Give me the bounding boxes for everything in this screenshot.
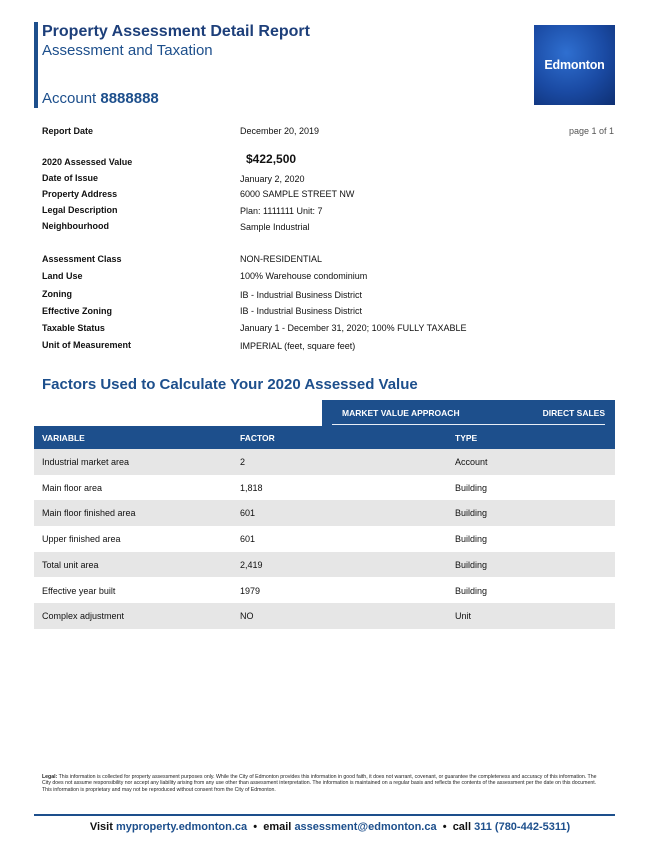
cell-type: Building — [455, 559, 488, 570]
cell-type: Building — [455, 508, 488, 519]
date-of-issue-value: January 2, 2020 — [240, 174, 305, 184]
land-use-label: Land Use — [42, 271, 83, 281]
method-label: DIRECT SALES — [542, 408, 605, 418]
report-subtitle: Assessment and Taxation — [42, 42, 213, 59]
assessment-class-label: Assessment Class — [42, 254, 122, 264]
unit-of-measurement-value: IMPERIAL (feet, square feet) — [240, 341, 356, 351]
cell-variable: Total unit area — [42, 559, 99, 570]
table-row — [34, 578, 615, 604]
column-header-variable: VARIABLE — [42, 433, 85, 443]
legal-text: This information is collected for property assessment purposes only. While the City of Edmonton provides this information in good faith, it does not warrant, covenant, or guarantee the completeness and accuracy of this information. The City does not assume responsibility nor accept any liability arising from any use other than assessment interpretation. The information is maintained on a regular basis and reflects the contents of the assessment per the date on this document. This information is proprietary and may not be reproduced without consent from the City of Edmonton. — [42, 774, 597, 793]
taxable-status-label: Taxable Status — [42, 323, 105, 333]
effective-zoning-value: IB - Industrial Business District — [240, 306, 363, 316]
table-row — [34, 526, 615, 552]
land-use-value: 100% Warehouse condominium — [240, 271, 368, 281]
assessed-value-label: 2020 Assessed Value — [42, 157, 133, 167]
factors-heading: Factors Used to Calculate Your 2020 Assessed Value — [42, 376, 418, 393]
cell-type: Building — [455, 585, 488, 596]
title-accent-bar — [34, 22, 38, 108]
cell-variable: Main floor finished area — [42, 508, 136, 519]
account-number — [42, 90, 159, 107]
cell-factor: 1979 — [240, 585, 261, 596]
table-row — [34, 552, 615, 578]
website-link[interactable]: myproperty.edmonton.ca — [115, 821, 248, 833]
legal-label: Legal: — [42, 774, 58, 780]
date-of-issue-label: Date of Issue — [42, 173, 99, 183]
cell-variable: Upper finished area — [42, 534, 121, 545]
cell-factor: 2,419 — [240, 559, 263, 570]
table-row — [34, 449, 615, 475]
zoning-label: Zoning — [42, 289, 72, 299]
table-row — [34, 500, 615, 526]
report-date-label: Report Date — [42, 126, 94, 136]
cell-variable: Main floor area — [42, 482, 103, 493]
edmonton-logo — [534, 25, 615, 105]
cell-variable: Effective year built — [42, 585, 116, 596]
cell-factor: 601 — [240, 508, 256, 519]
table-row — [34, 475, 615, 501]
footer-contact: Visit myproperty.edmonton.ca • email assessment@edmonton.ca • call 311 (780-442-5311) — [89, 821, 571, 833]
cell-variable: Complex adjustment — [42, 611, 125, 622]
email-label: email — [263, 821, 292, 833]
email-link[interactable]: assessment@edmonton.ca — [294, 821, 437, 833]
effective-zoning-label: Effective Zoning — [42, 306, 113, 316]
neighbourhood-label: Neighbourhood — [42, 221, 109, 231]
property-address-label: Property Address — [42, 189, 118, 199]
phone-link[interactable]: 311 (780-442-5311) — [474, 821, 571, 833]
approach-label: MARKET VALUE APPROACH — [342, 408, 460, 418]
footer-divider — [34, 814, 615, 816]
cell-factor: 2 — [240, 457, 246, 467]
table-row — [34, 603, 615, 629]
assessed-value: $422,500 — [246, 152, 297, 166]
legal-disclaimer — [42, 774, 604, 793]
approach-divider — [332, 424, 605, 425]
legal-description-value: Plan: 1111111 Unit: 7 — [240, 206, 323, 216]
cell-type: Unit — [455, 611, 472, 622]
page-number: page 1 of 1 — [568, 126, 614, 136]
account-label: Account — [42, 90, 97, 107]
taxable-status-value: January 1 - December 31, 2020; 100% FULLY TAXABLE — [240, 323, 467, 333]
cell-type: Account — [455, 457, 488, 467]
account-value: 8888888 — [100, 90, 159, 107]
zoning-value: IB - Industrial Business District — [240, 290, 363, 300]
cell-type: Building — [455, 534, 488, 545]
cell-factor: 1,818 — [240, 482, 263, 493]
legal-description-label: Legal Description — [42, 205, 118, 215]
neighbourhood-value: Sample Industrial — [240, 222, 310, 232]
factors-table-header — [34, 426, 615, 449]
approach-header — [322, 400, 615, 426]
property-address-value: 6000 SAMPLE STREET NW — [240, 189, 355, 199]
assessment-class-value: NON-RESIDENTIAL — [240, 254, 323, 264]
cell-type: Building — [455, 482, 488, 493]
cell-variable: Industrial market area — [42, 457, 130, 467]
column-header-type: TYPE — [455, 433, 478, 443]
visit-label: Visit — [89, 821, 113, 833]
column-header-factor: FACTOR — [240, 433, 275, 443]
cell-factor: NO — [240, 611, 254, 622]
report-title: Property Assessment Detail Report — [42, 23, 310, 40]
logo-text: Edmonton — [544, 58, 605, 72]
call-label: call — [452, 821, 472, 833]
report-date-value: December 20, 2019 — [240, 126, 320, 136]
unit-of-measurement-label: Unit of Measurement — [42, 340, 132, 350]
cell-factor: 601 — [240, 534, 256, 545]
